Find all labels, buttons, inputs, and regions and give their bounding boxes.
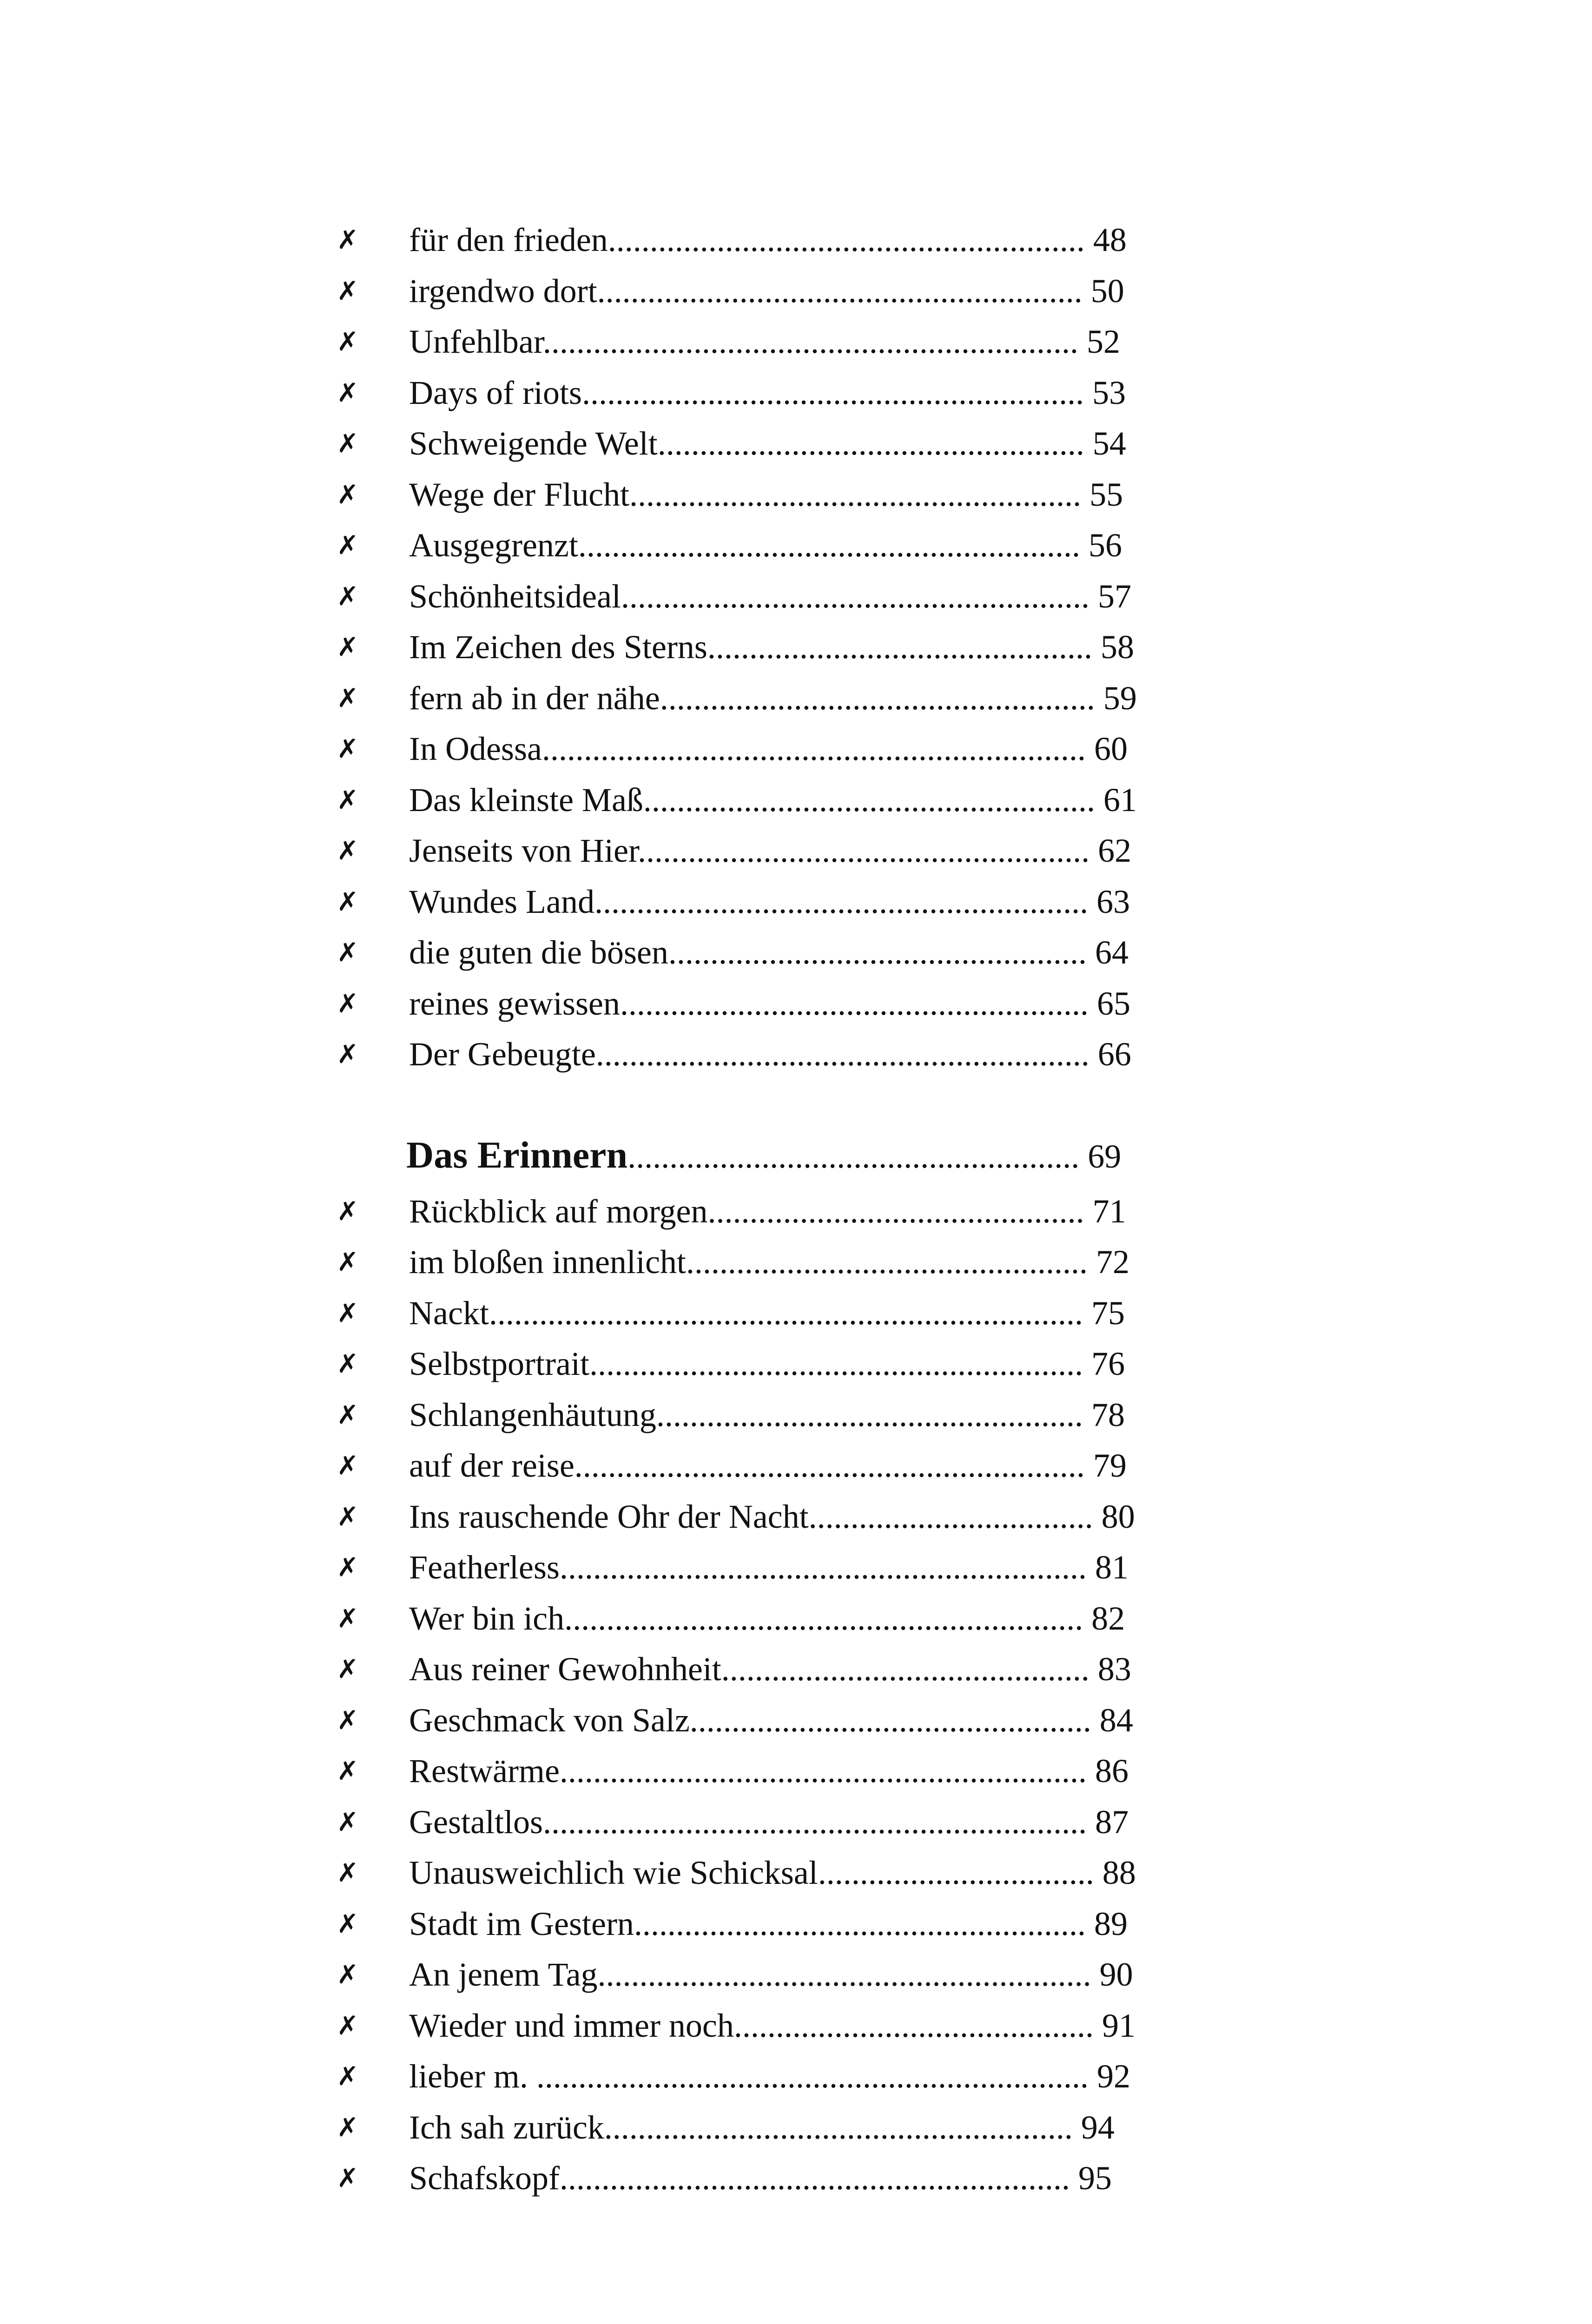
- x-mark-icon: ✗: [337, 377, 359, 408]
- toc-entry-text: Wundes Land........................................................... 63: [409, 883, 1130, 920]
- x-mark-icon: ✗: [337, 2061, 359, 2092]
- toc-entry-text: Der Gebeugte........................................................... 66: [409, 1036, 1131, 1073]
- toc-entry[interactable]: [325, 1186, 1274, 1237]
- x-mark-icon: ✗: [337, 1807, 359, 1837]
- toc-entry[interactable]: [325, 724, 1274, 775]
- toc-entry[interactable]: [325, 2051, 1274, 2102]
- toc-entry-text: Featherless............................................................... 81: [409, 1549, 1129, 1586]
- x-mark-icon: ✗: [337, 1451, 359, 1481]
- toc-entry[interactable]: [325, 1797, 1274, 1848]
- toc-entry-text: Unausweichlich wie Schicksal................................. 88: [409, 1854, 1136, 1891]
- toc-entry-text: Schafskopf............................................................. 95: [409, 2159, 1112, 2197]
- x-mark-icon: ✗: [337, 429, 359, 459]
- toc-entry[interactable]: [325, 622, 1274, 673]
- toc-entry-text: Aus reiner Gewohnheit............................................ 83: [409, 1651, 1131, 1688]
- toc-entry-text: Im Zeichen des Sterns.............................................. 58: [409, 628, 1134, 666]
- x-mark-icon: ✗: [337, 276, 359, 306]
- toc-entry-text: Ich sah zurück........................................................ 94: [409, 2108, 1115, 2146]
- x-mark-icon: ✗: [337, 327, 359, 357]
- toc-entry[interactable]: [325, 571, 1274, 622]
- toc-entry-text: Days of riots............................................................ 53: [409, 374, 1126, 411]
- x-mark-icon: ✗: [337, 1247, 359, 1277]
- toc-entry-text: Das kleinste Maß...................................................... 61: [409, 781, 1137, 819]
- toc-entry[interactable]: [325, 825, 1274, 877]
- toc-entry-text: Nackt....................................................................... 75: [409, 1294, 1125, 1332]
- x-mark-icon: ✗: [337, 1756, 359, 1786]
- toc-entry[interactable]: [325, 978, 1274, 1030]
- toc-entry[interactable]: [325, 1593, 1274, 1644]
- x-mark-icon: ✗: [337, 1858, 359, 1888]
- toc-entry[interactable]: [325, 1695, 1274, 1746]
- toc-entry[interactable]: [325, 1644, 1274, 1695]
- toc-entry[interactable]: [325, 673, 1274, 724]
- toc-entry[interactable]: [325, 1949, 1274, 2000]
- toc-entry[interactable]: [325, 2000, 1274, 2052]
- toc-entry[interactable]: [325, 775, 1274, 826]
- x-mark-icon: ✗: [337, 938, 359, 968]
- toc-entry[interactable]: [325, 1339, 1274, 1390]
- section-title: [406, 1125, 1121, 1187]
- toc-entry-text: Rückblick auf morgen............................................. 71: [409, 1192, 1126, 1230]
- table-of-contents: [325, 215, 1274, 2204]
- toc-entry[interactable]: [325, 1029, 1274, 1080]
- toc-entry[interactable]: [325, 1899, 1274, 1950]
- x-mark-icon: ✗: [337, 683, 359, 713]
- x-mark-icon: ✗: [337, 1039, 359, 1070]
- toc-entry-text: Stadt im Gestern...................................................... 89: [409, 1905, 1128, 1942]
- toc-entry-text: für den frieden......................................................... 48: [409, 221, 1127, 258]
- x-mark-icon: ✗: [337, 886, 359, 917]
- toc-entry[interactable]: [325, 317, 1274, 368]
- x-mark-icon: ✗: [337, 1552, 359, 1583]
- x-mark-icon: ✗: [337, 581, 359, 612]
- x-mark-icon: ✗: [337, 1603, 359, 1634]
- toc-entry[interactable]: [325, 1390, 1274, 1441]
- x-mark-icon: ✗: [337, 1705, 359, 1736]
- toc-entry-text: die guten die bösen.................................................. 64: [409, 934, 1129, 971]
- toc-entry-text: fern ab in der nähe.................................................... 59: [409, 679, 1137, 717]
- x-mark-icon: ✗: [337, 836, 359, 866]
- x-mark-icon: ✗: [337, 632, 359, 662]
- toc-entry-text: Wege der Flucht...................................................... 55: [409, 475, 1123, 513]
- x-mark-icon: ✗: [337, 1298, 359, 1328]
- toc-entry-text: Restwärme............................................................... 86: [409, 1752, 1129, 1789]
- toc-entry[interactable]: [325, 2102, 1274, 2153]
- toc-entry[interactable]: [325, 266, 1274, 317]
- x-mark-icon: ✗: [337, 2163, 359, 2193]
- x-mark-icon: ✗: [337, 1654, 359, 1684]
- toc-entry[interactable]: [325, 1237, 1274, 1288]
- toc-entry-text: Schweigende Welt................................................... 54: [409, 425, 1126, 462]
- toc-entry[interactable]: [325, 927, 1274, 978]
- toc-entry-text: Ausgegrenzt............................................................ 56: [409, 527, 1122, 564]
- toc-entry-text: reines gewissen........................................................ 65: [409, 984, 1130, 1022]
- toc-entry[interactable]: [325, 215, 1274, 266]
- toc-entry[interactable]: [325, 520, 1274, 571]
- x-mark-icon: ✗: [337, 785, 359, 815]
- x-mark-icon: ✗: [337, 530, 359, 561]
- toc-entry-text: irgendwo dort.......................................................... 50: [409, 272, 1124, 310]
- toc-entry[interactable]: [325, 877, 1274, 928]
- toc-entry-text: Schönheitsideal........................................................ 57: [409, 577, 1131, 615]
- x-mark-icon: ✗: [337, 1960, 359, 1990]
- toc-entry-text: im bloßen innenlicht................................................ 72: [409, 1243, 1130, 1281]
- x-mark-icon: ✗: [337, 988, 359, 1019]
- toc-entry[interactable]: [325, 368, 1274, 419]
- toc-entry-text: In Odessa................................................................. 60: [409, 730, 1128, 767]
- x-mark-icon: ✗: [337, 734, 359, 764]
- x-mark-icon: ✗: [337, 1349, 359, 1379]
- toc-group-1: [325, 215, 1274, 1080]
- section-page-leader: ...................................................... 69: [628, 1137, 1122, 1175]
- toc-entry[interactable]: [325, 1746, 1274, 1797]
- toc-entry-text: Geschmack von Salz................................................ 84: [409, 1701, 1133, 1739]
- toc-entry-text: Wer bin ich.............................................................. 82: [409, 1599, 1125, 1637]
- toc-entry-text: Selbstportrait........................................................... 76: [409, 1345, 1125, 1382]
- toc-entry-text: Unfehlbar................................................................ 52: [409, 323, 1120, 360]
- x-mark-icon: ✗: [337, 479, 359, 510]
- x-mark-icon: ✗: [337, 225, 359, 255]
- toc-entry[interactable]: [325, 1542, 1274, 1593]
- toc-entry[interactable]: [325, 469, 1274, 521]
- toc-entry-text: An jenem Tag........................................................... 90: [409, 1956, 1133, 1993]
- toc-entry-text: lieber m. .................................................................. 92: [409, 2058, 1130, 2095]
- toc-entry-text: auf der reise............................................................. 79: [409, 1447, 1127, 1484]
- x-mark-icon: ✗: [337, 1400, 359, 1430]
- toc-entry-text: Schlangenhäutung................................................... 78: [409, 1396, 1125, 1433]
- toc-entry[interactable]: [325, 1848, 1274, 1899]
- toc-entry[interactable]: [325, 1492, 1274, 1543]
- toc-entry[interactable]: [325, 1288, 1274, 1339]
- toc-group-2: [325, 1186, 1274, 2204]
- toc-entry[interactable]: [325, 1440, 1274, 1492]
- section-title-text: Das Erinnern: [406, 1133, 628, 1176]
- x-mark-icon: ✗: [337, 2010, 359, 2041]
- x-mark-icon: ✗: [337, 2112, 359, 2143]
- section-heading[interactable]: [325, 1125, 1274, 1185]
- toc-entry-text: Gestaltlos................................................................. 87: [409, 1803, 1129, 1841]
- toc-entry-text: Ins rauschende Ohr der Nacht.................................. 80: [409, 1498, 1135, 1535]
- toc-entry[interactable]: [325, 418, 1274, 469]
- x-mark-icon: ✗: [337, 1908, 359, 1939]
- toc-entry-text: Wieder und immer noch........................................... 91: [409, 2007, 1136, 2044]
- x-mark-icon: ✗: [337, 1501, 359, 1532]
- toc-entry[interactable]: [325, 2153, 1274, 2204]
- x-mark-icon: ✗: [337, 1196, 359, 1227]
- toc-entry-text: Jenseits von Hier...................................................... 62: [409, 832, 1131, 869]
